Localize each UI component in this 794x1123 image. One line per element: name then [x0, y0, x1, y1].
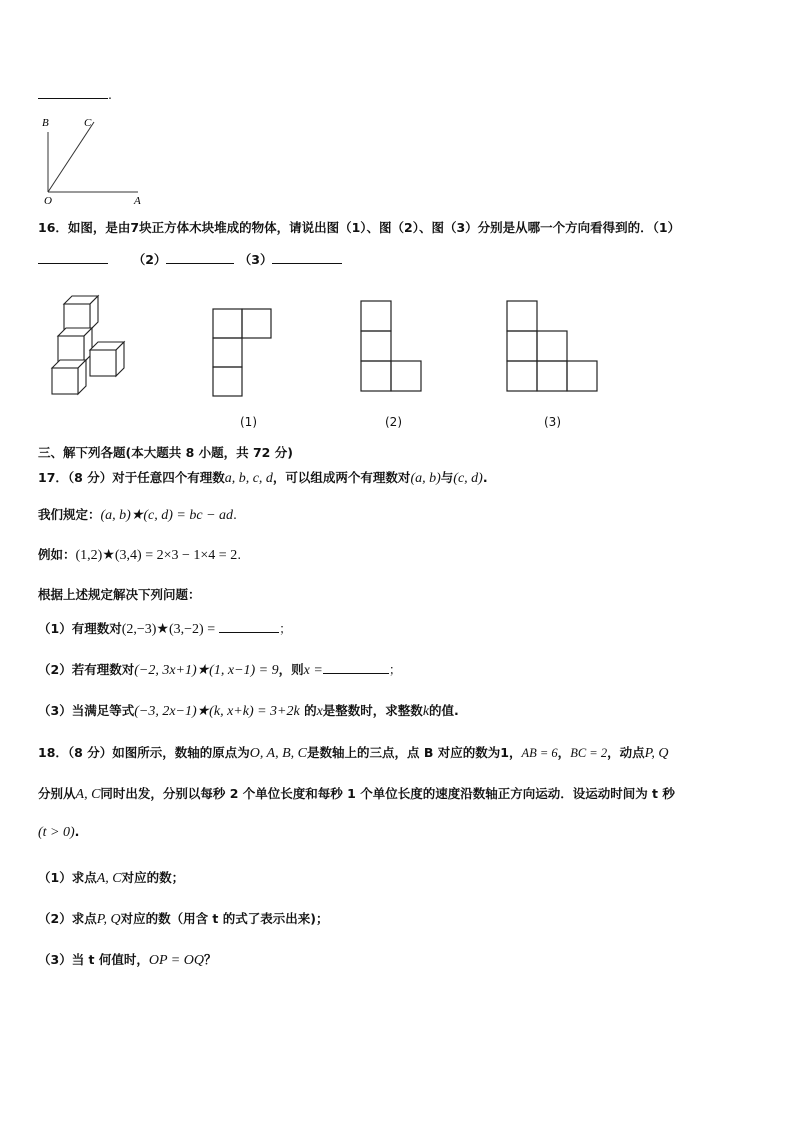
q17-solve-intro: 根据上述规定解决下列问题：	[38, 587, 201, 602]
cube-face	[52, 368, 78, 394]
q16-part2-label: （2）	[132, 252, 167, 267]
q18-condition: (t > 0).	[38, 824, 80, 840]
section-heading: 三、解下列各题(本大题共 8 小题，共 72 分)	[38, 445, 293, 460]
q17-example: 例如：(1,2)★(3,4) = 2×3 − 1×4 = 2.	[38, 547, 242, 563]
ray-oc	[48, 122, 94, 192]
angle-figure	[30, 112, 160, 207]
caption-1: (1)	[240, 415, 257, 429]
answer-blank-2	[166, 251, 234, 264]
q17-part1: （1）有理数对(2,−3)★(3,−2) = ；	[38, 621, 292, 637]
q18-part3: （3）当 t 何值时，OP = OQ？	[38, 952, 217, 968]
cube-stack-figure	[46, 292, 136, 398]
q17-intro: 17．（8 分）对于任意四个有理数a, b, c, d，可以组成两个有理数对(a, b)与(c, d).	[38, 470, 488, 486]
q15-period: .	[108, 87, 112, 102]
label-c: C	[84, 117, 92, 129]
example-expression: (1,2)★(3,4) = 2×3 − 1×4 = 2	[75, 548, 238, 563]
label-o: O	[44, 195, 52, 207]
view-3-figure	[506, 300, 598, 392]
view-2-figure	[360, 300, 422, 392]
q16-answer-row	[38, 250, 342, 268]
q18-part1: （1）求点A, C对应的数；	[38, 870, 185, 886]
cube-face	[64, 304, 90, 330]
answer-blank-1	[38, 251, 108, 264]
q16-part3-label: （3）	[238, 252, 273, 267]
label-a: A	[134, 195, 141, 207]
q18-line1: 18．（8 分）如图所示，数轴的原点为O, A, B, C是数轴上的三点，点 B 对应的数为1，AB = 6，BC = 2，动点P, Q	[38, 745, 669, 761]
q17-part2: （2）若有理数对(−2, 3x+1)★(1, x−1) = 9，则x = ；	[38, 662, 402, 678]
answer-blank	[323, 661, 389, 674]
view-1-figure	[212, 308, 274, 398]
caption-2: (2)	[385, 415, 402, 429]
q17-pair1: (a, b)	[410, 471, 441, 486]
q15-answer-line	[38, 86, 112, 102]
q18-line2: 分别从A, C同时出发，分别以每秒 2 个单位长度和每秒 1 个单位长度的速度沿数轴正方向运动．设运动时间为 t 秒	[38, 786, 675, 802]
q17-part3: （3）当满足等式(−3, 2x−1)★(k, x+k) = 3+2k 的x是整数时，求整数k的值.	[38, 703, 459, 719]
rule-expression: (a, b)★(c, d) = bc − ad	[100, 508, 234, 523]
q16-text: 16．如图，是由7块正方体木块堆成的物体，请说出图（1）、图（2）、图（3）分别是从哪一个方向看得到的．（1）	[38, 220, 681, 235]
answer-blank	[219, 620, 279, 633]
q18-part2: （2）求点P, Q对应的数（用含 t 的式了表示出来)；	[38, 911, 329, 927]
cube-face	[90, 350, 116, 376]
cube-face	[58, 336, 84, 362]
label-b: B	[42, 117, 49, 129]
q17-pair2: (c, d)	[453, 471, 483, 486]
answer-blank	[38, 86, 108, 99]
caption-3: (3)	[544, 415, 561, 429]
q17-vars: a, b, c, d	[224, 471, 273, 486]
answer-blank-3	[272, 251, 342, 264]
q17-rule: 我们规定：(a, b)★(c, d) = bc − ad.	[38, 507, 238, 523]
